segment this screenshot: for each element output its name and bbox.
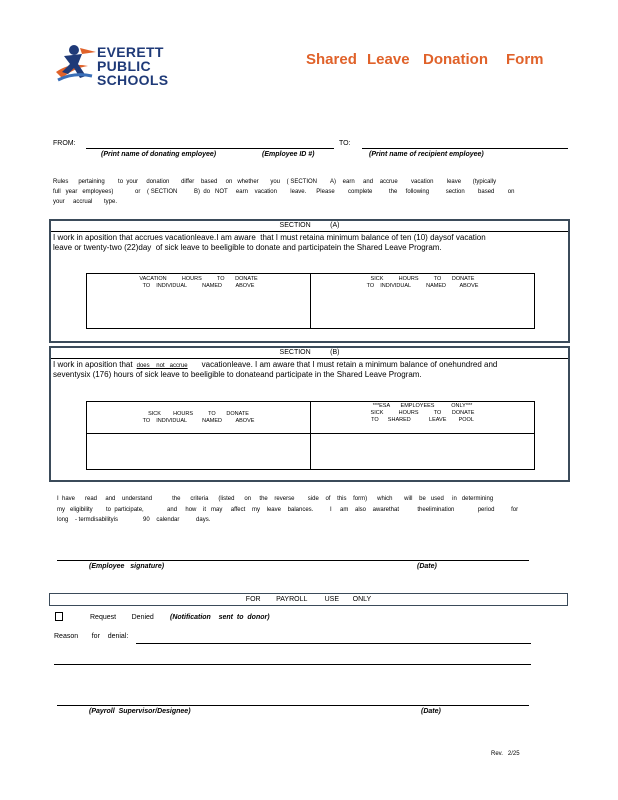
section-a-title: SECTION (A) [51,221,568,232]
section-a-table [86,273,535,329]
section-b-title: SECTION (B) [51,348,568,359]
request-denied-checkbox[interactable] [55,612,63,621]
sick-hours-header-a [311,276,534,290]
sick-hours-header-a-line-2: TO INDIVIDUAL NAMED ABOVE [366,283,479,289]
form-title-word-3: Donation [423,51,488,68]
rules-line-2: full year employees) or ( SECTION B) do NOT earn vacation leave. Please complete the following section based on [53,189,515,195]
request-denied-label: Request Denied [90,614,154,621]
payroll-header-bar [49,593,568,606]
recipient-hint: (Print name of recipient employee) [369,151,484,158]
rules-line-3: your accrual type. [53,199,118,205]
form-title-word-4: Form [506,51,544,68]
revision-label: Rev. 2/25 [491,751,520,757]
section-a-text-2: leave or twenty-two (22)day of sick leave to beeligible to donate and participatein the Shared Leave Program. [53,243,442,252]
criteria-line-1: I have read and understand the criteria (listed on the reverse side of this form) which will be used in determining [57,496,494,502]
section-b-table-row-line [87,433,534,434]
sick-hours-header-b-line-1: SICK HOURS TO DONATE [148,411,249,417]
sick-hours-header-b-line-2: TO INDIVIDUAL NAMED ABOVE [142,418,255,424]
donor-name-hint: (Print name of donating employee) [101,151,217,158]
employee-signature-label: (Employee signature) [89,563,165,570]
reason-field-line-2[interactable] [54,664,531,665]
reason-label: Reason for denial: [54,633,129,640]
sick-hours-header-b [87,411,310,425]
payroll-title: FOR PAYROLL USE ONLY [245,596,372,603]
section-b-table [86,401,535,470]
sick-hours-header-a-line-1: SICK HOURS TO DONATE [370,276,475,282]
esa-pool-header-line-3: TO SHARED LEAVE POOL [371,417,474,423]
section-b-text-1a: I work in aposition that [53,360,133,369]
to-label: TO: [339,140,351,147]
logo-line-3: SCHOOLS [97,72,169,88]
esa-pool-header [311,403,534,424]
form-title-word-2: Leave [367,51,410,68]
section-b-box [49,346,570,482]
criteria-line-2: my eligibility to participate, and how it may affect my leave balances. I am also awarethat theelimination period for [57,507,519,513]
donor-name-field[interactable] [86,148,334,149]
from-label: FROM: [53,140,76,147]
esa-pool-header-line-2: SICK HOURS TO DONATE [370,410,475,416]
district-logo [52,42,177,92]
section-b-text-2: seventysix (176) hours of sick leave to beeligible to donateand participate in the Shared Leave Program. [53,370,422,379]
section-a-text-1: I work in aposition that accrues vacationleave.I am aware that I must retaina minimum balance of ten (10) daysof vacation [53,233,486,242]
section-b-text-1c: vacationleave. I am aware that I must retain a minimum balance of onehundred and [201,360,498,369]
vacation-hours-header [87,276,310,290]
supervisor-label: (Payroll Supervisor/Designee) [89,708,191,715]
vacation-hours-header-line-2: TO INDIVIDUAL NAMED ABOVE [142,283,255,289]
notification-note: (Notification sent to donor) [170,614,270,621]
esa-pool-header-line-1: ***ESA EMPLOYEES ONLY*** [372,403,473,409]
signature-date-label: (Date) [417,563,437,570]
reason-field-line-1[interactable] [136,643,531,644]
logo-line-1: EVERETT [97,44,164,60]
form-title-word-1: Shared [306,51,357,68]
supervisor-date-label: (Date) [421,708,441,715]
section-b-not-accrue: does not accrue [136,363,188,369]
supervisor-signature-field[interactable] [57,705,529,706]
recipient-name-field[interactable] [362,148,568,149]
runner-logo-icon [52,42,98,88]
rules-line-1: Rules pertaining to your donation differ based on whether you ( SECTION A) earn and accrue vacation leave (typically [53,179,497,185]
vacation-hours-header-line-1: VACATION HOURS TO DONATE [139,276,258,282]
employee-signature-field[interactable] [57,560,529,561]
criteria-line-3: long - termdisabilityis 90 calendar days. [57,517,211,523]
logo-line-2: PUBLIC [97,58,151,74]
section-a-box [49,219,570,343]
employee-id-hint: (Employee ID #) [262,151,315,158]
